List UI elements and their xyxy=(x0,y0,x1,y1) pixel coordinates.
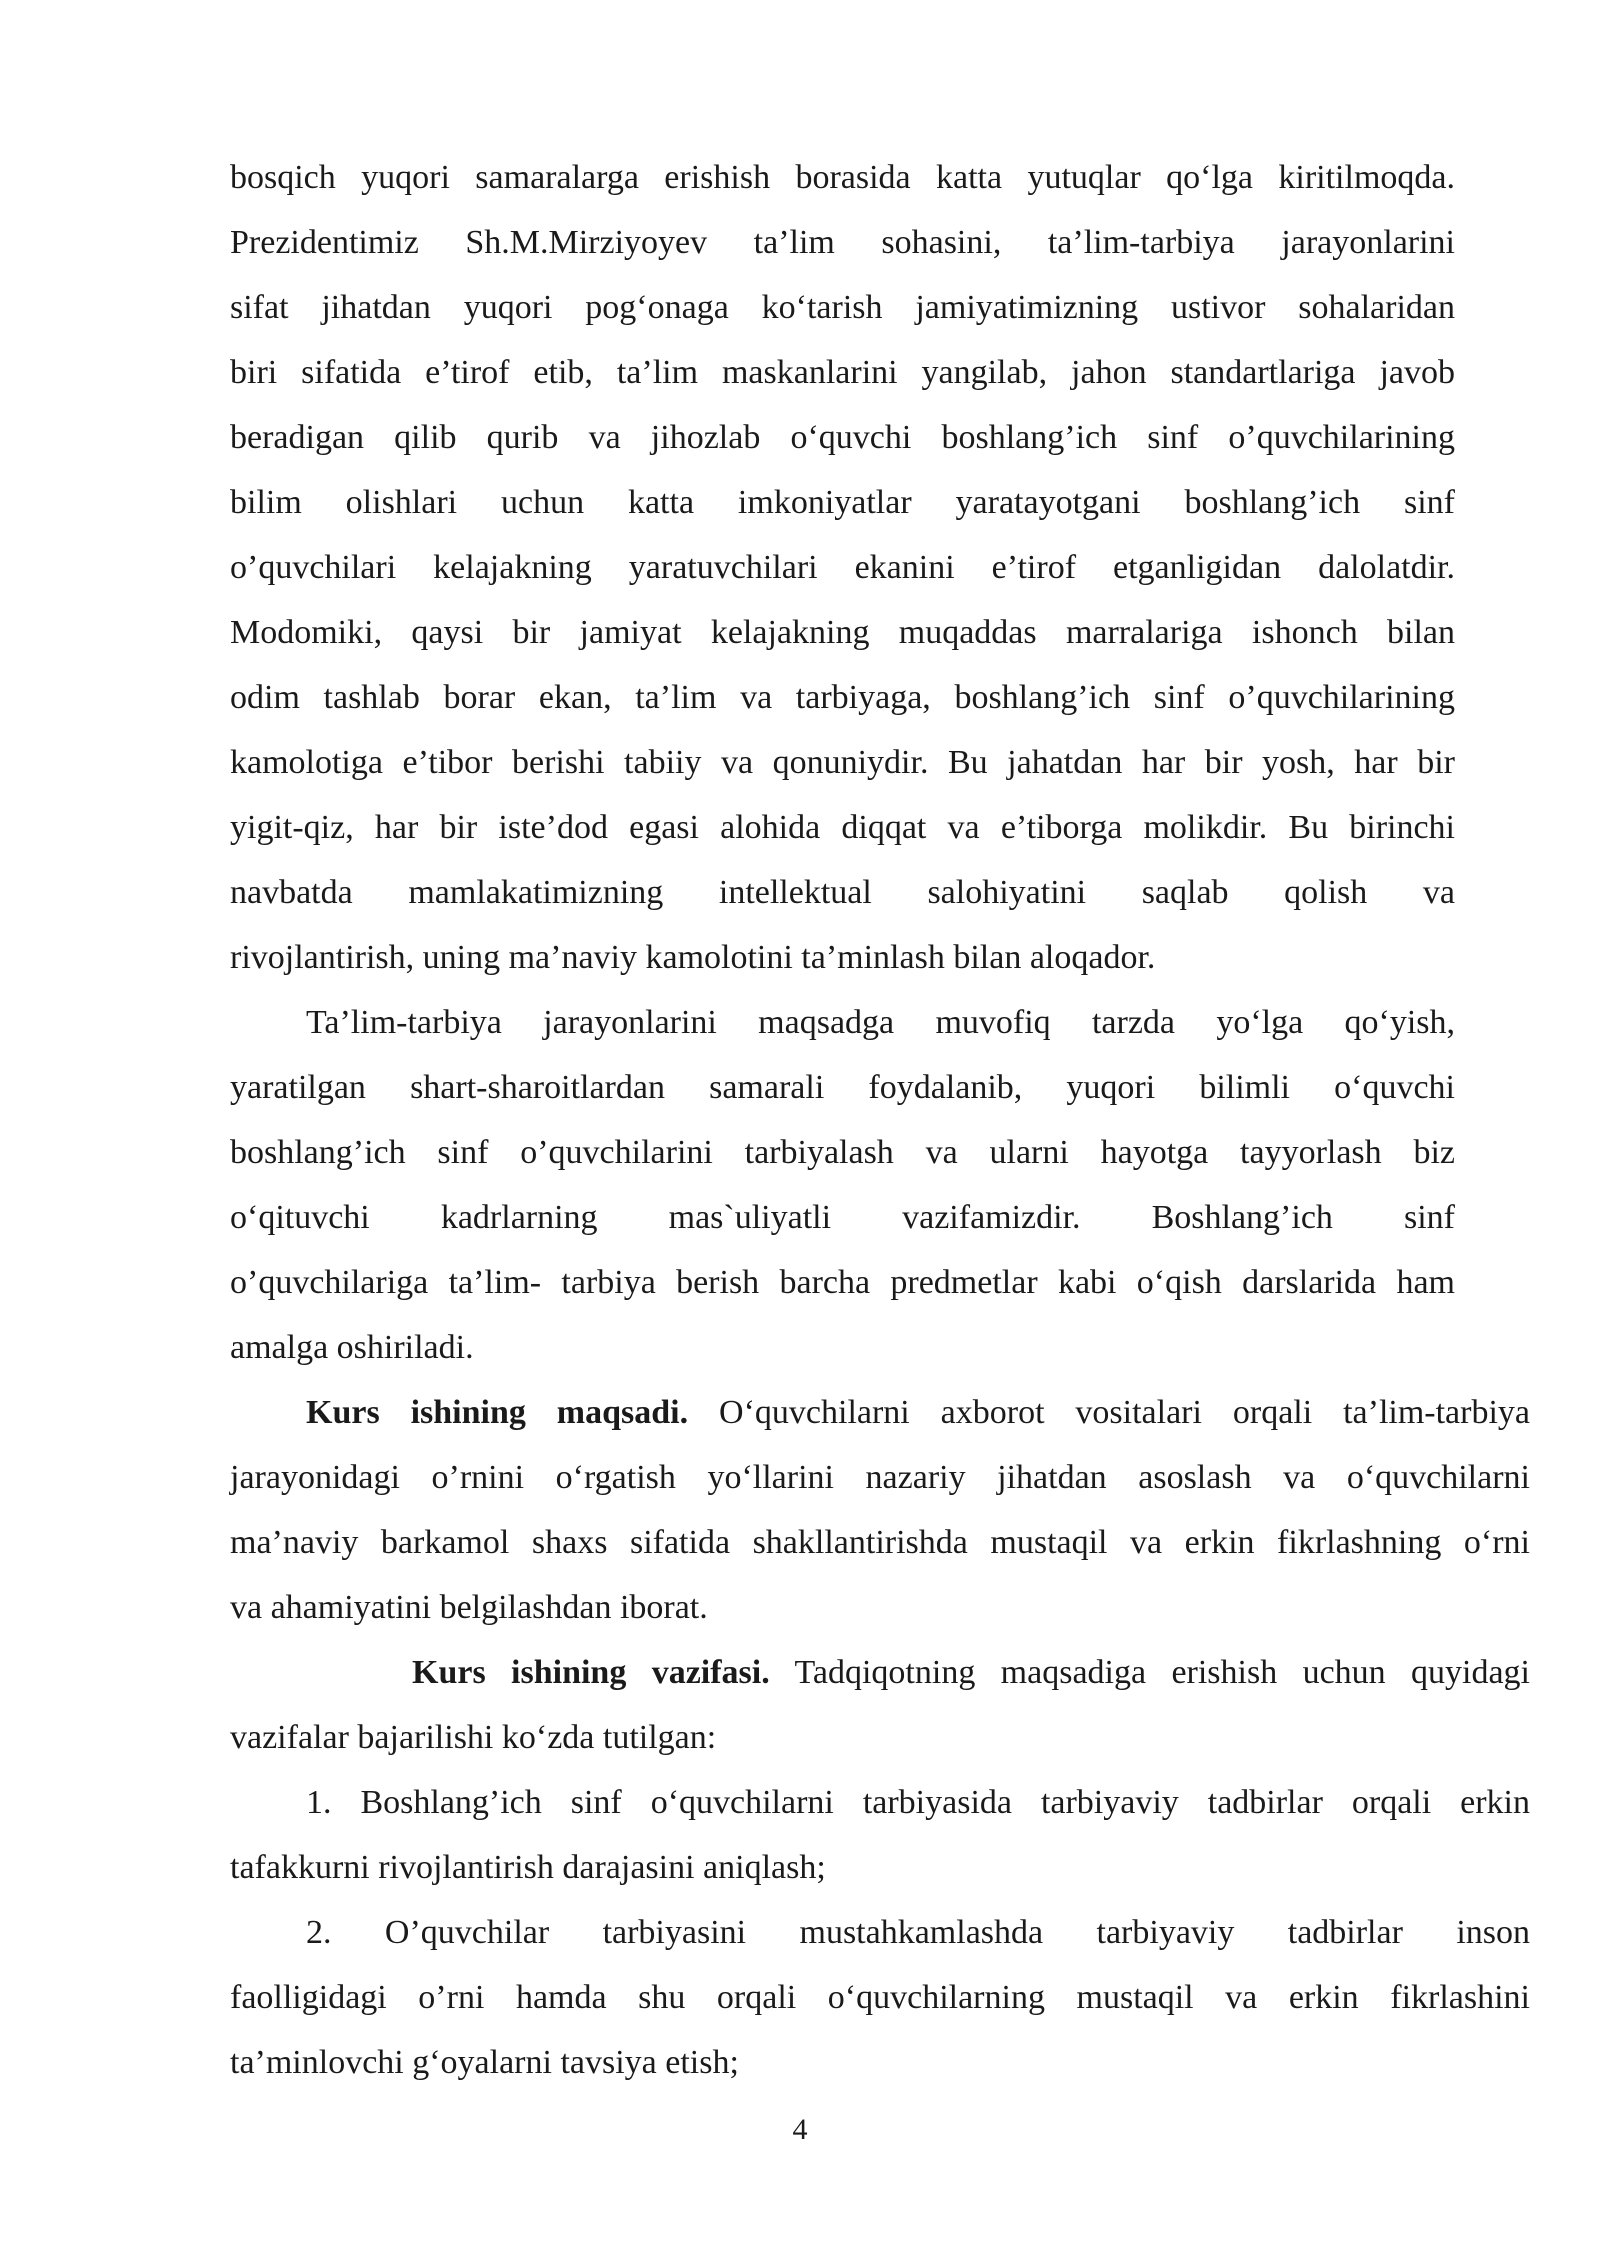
text-line: biri sifatida e’tirof etib, ta’lim maskanlarini yangilab, jahon standartlariga javob xyxy=(230,354,1455,391)
page-number: 4 xyxy=(792,2113,808,2146)
text-line: bosqich yuqori samaralarga erishish borasida katta yutuqlar qo‘lga kiritilmoqda. xyxy=(230,159,1455,196)
text-line: yigit-qiz, har bir iste’dod egasi alohida diqqat va e’tiborga molikdir. Bu birinchi xyxy=(230,809,1455,846)
text-line: amalga oshiriladi. xyxy=(230,1329,474,1366)
text-line: rivojlantirish, uning ma’naviy kamolotini ta’minlash bilan aloqador. xyxy=(230,939,1156,976)
text-line: vazifalar bajarilishi ko‘zda tutilgan: xyxy=(230,1719,717,1756)
text-line: jarayonidagi o’rnini o‘rgatish yo‘llarini nazariy jihatdan asoslash va o‘quvchilarni xyxy=(230,1459,1530,1496)
text-line: o‘qituvchi kadrlarning mas`uliyatli vazifamizdir. Boshlang’ich sinf xyxy=(230,1199,1455,1236)
text-line: navbatda mamlakatimizning intellektual salohiyatini saqlab qolish va xyxy=(230,874,1455,911)
text-line: ta’minlovchi g‘oyalarni tavsiya etish; xyxy=(230,2044,739,2081)
text-line: sifat jihatdan yuqori pog‘onaga ko‘tarish jamiyatimizning ustivor sohalaridan xyxy=(230,289,1455,326)
text-line: 2. O’quvchilar tarbiyasini mustahkamlashda tarbiyaviy tadbirlar inson xyxy=(306,1914,1530,1951)
text-line: Ta’lim-tarbiya jarayonlarini maqsadga muvofiq tarzda yo‘lga qo‘yish, xyxy=(306,1004,1455,1041)
text-line: 1. Boshlang’ich sinf o‘quvchilarni tarbiyasida tarbiyaviy tadbirlar orqali erkin xyxy=(306,1784,1530,1821)
text-line: odim tashlab borar ekan, ta’lim va tarbiyaga, boshlang’ich sinf o’quvchilarining xyxy=(230,679,1455,716)
text-line: Modomiki, qaysi bir jamiyat kelajakning muqaddas marralariga ishonch bilan xyxy=(230,614,1455,651)
text-line: tafakkurni rivojlantirish darajasini aniqlash; xyxy=(230,1849,826,1886)
text-line: bilim olishlari uchun katta imkoniyatlar yaratayotgani boshlang’ich sinf xyxy=(230,484,1455,521)
text-line xyxy=(412,1653,1530,1693)
tasks-text: Tadqiqotning maqsadiga erishish uchun quyidagi xyxy=(769,1654,1531,1691)
text-line: o’quvchilari kelajakning yaratuvchilari ekanini e’tirof etganligidan dalolatdir. xyxy=(230,549,1455,586)
text-line: beradigan qilib qurib va jihozlab o‘quvchi boshlang’ich sinf o’quvchilarining xyxy=(230,419,1455,456)
text-line: yaratilgan shart-sharoitlardan samarali foydalanib, yuqori bilimli o‘quvchi xyxy=(230,1069,1455,1106)
text-line: o’quvchilariga ta’lim- tarbiya berish barcha predmetlar kabi o‘qish darslarida ham xyxy=(230,1264,1455,1301)
text-line: ma’naviy barkamol shaxs sifatida shakllantirishda mustaqil va erkin fikrlashning o‘rni xyxy=(230,1524,1530,1561)
tasks-heading: Kurs ishining vazifasi. xyxy=(412,1654,770,1691)
goal-text: O‘quvchilarni axborot vositalari orqali ta’lim-tarbiya xyxy=(688,1394,1530,1431)
text-line: va ahamiyatini belgilashdan iborat. xyxy=(230,1589,708,1626)
text-line: kamolotiga e’tibor berishi tabiiy va qonuniydir. Bu jahatdan har bir yosh, har bir xyxy=(230,744,1455,781)
goal-heading: Kurs ishining maqsadi. xyxy=(306,1394,689,1431)
text-line: boshlang’ich sinf o’quvchilarini tarbiyalash va ularni hayotga tayyorlash biz xyxy=(230,1134,1455,1171)
text-line xyxy=(306,1393,1530,1433)
text-line: Prezidentimiz Sh.M.Mirziyoyev ta’lim sohasini, ta’lim-tarbiya jarayonlarini xyxy=(230,224,1455,261)
text-line: faolligidagi o’rni hamda shu orqali o‘quvchilarning mustaqil va erkin fikrlashini xyxy=(230,1979,1530,2016)
